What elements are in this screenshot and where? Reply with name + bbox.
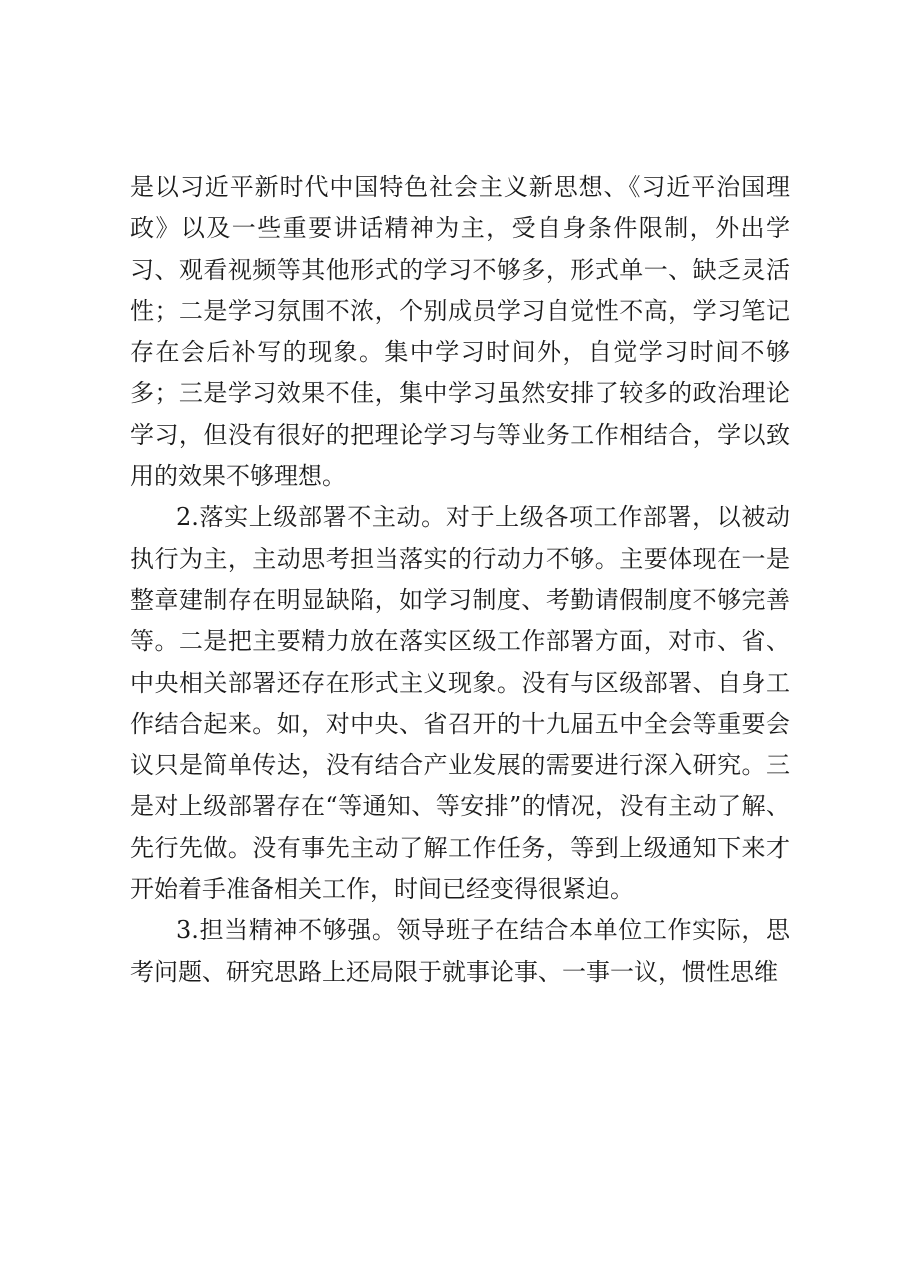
document-body	[130, 167, 790, 993]
paragraph-item-3: 3.担当精神不够强。领导班子在结合本单位工作实际，思考问题、研究思路上还局限于就事论事、一事一议，惯性思维	[130, 916, 790, 986]
paragraph-continuation: 是以习近平新时代中国特色社会主义新思想、《习近平治国理政》以及一些重要讲话精神为主，受自身条件限制，外出学习、观看视频等其他形式的学习不够多，形式单一、缺乏灵活性；二是学习氛围不浓，个别成员学习自觉性不高，学习笔记存在会后补写的现象。集中学习时间外，自觉学习时间不够多；三是学习效果不佳，集中学习虽然安排了较多的政治理论学习，但没有很好的把理论学习与等业务工作相结合，学以致用的效果不够理想。	[130, 173, 790, 491]
paragraph-item-2: 2.落实上级部署不主动。对于上级各项工作部署，以被动执行为主，主动思考担当落实的行动力不够。主要体现在一是整章建制存在明显缺陷，如学习制度、考勤请假制度不够完善等。二是把主要精力放在落实区级工作部署方面，对市、省、中央相关部署还存在形式主义现象。没有与区级部署、自身工作结合起来。如，对中央、省召开的十九届五中全会等重要会议只是简单传达，没有结合产业发展的需要进行深入研究。三是对上级部署存在“等通知、等安排”的情况，没有主动了解、先行先做。没有事先主动了解工作任务，等到上级通知下来才开始着手准备相关工作，时间已经变得很紧迫。	[130, 503, 790, 904]
